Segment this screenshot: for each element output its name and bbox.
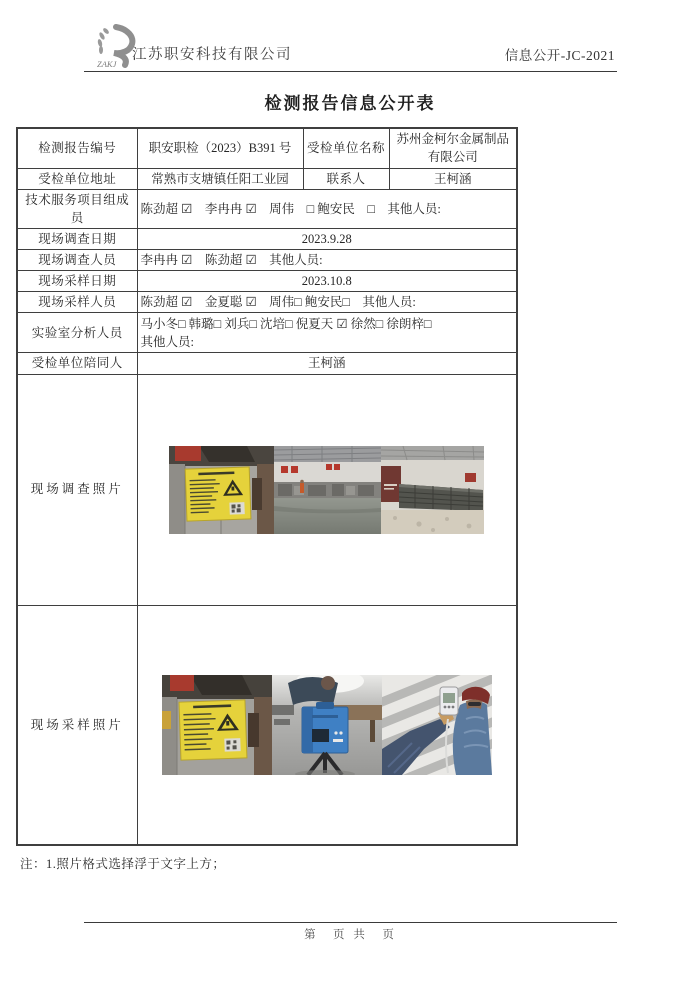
survey-photos-label: 现场调查照片 <box>17 374 137 605</box>
table-row <box>17 250 517 271</box>
table-row <box>17 189 517 228</box>
survey-staff-members: 李冉冉 ☑ 陈劲超 ☑ 其他人员: <box>137 250 517 271</box>
sample-staff-members: 陈劲超 ☑ 金夏聪 ☑ 周伟□ 鲍安民□ 其他人员: <box>137 292 517 313</box>
sampling-photo-handheld-detector <box>382 675 492 775</box>
survey-photo-hazard-board <box>169 446 274 534</box>
report-no-label: 检测报告编号 <box>17 128 137 168</box>
table-row <box>17 128 517 168</box>
contact-value: 王柯涵 <box>389 168 517 189</box>
escort-value: 王柯涵 <box>137 353 517 374</box>
company-name: 江苏职安科技有限公司 <box>132 47 292 63</box>
survey-photo-strip <box>141 446 514 534</box>
table-row <box>17 292 517 313</box>
lab-analysts-label: 实验室分析人员 <box>17 313 137 353</box>
survey-date-value: 2023.9.28 <box>137 228 517 249</box>
lab-analysts-line1: 马小冬□ 韩璐□ 刘兵□ 沈培□ 倪夏天 ☑ 徐然□ 徐朗梓□ <box>140 316 432 331</box>
service-team-members: 陈劲超 ☑ 李冉冉 ☑ 周伟 □ 鲍安民 □ 其他人员: <box>137 189 517 228</box>
sampling-photo-strip <box>141 675 514 775</box>
report-no-value: 职安职检（2023）B391 号 <box>137 128 303 168</box>
report-info-table <box>16 127 518 846</box>
page-footer <box>84 922 617 942</box>
survey-photo-baskets <box>381 446 484 534</box>
lab-analysts-members <box>137 313 517 353</box>
survey-photo-workshop <box>274 446 381 534</box>
sample-staff-label: 现场采样人员 <box>17 292 137 313</box>
footnote: 注：1.照片格式选择浮于文字上方； <box>20 857 226 871</box>
escort-label: 受检单位陪同人 <box>17 353 137 374</box>
sample-date-label: 现场采样日期 <box>17 271 137 292</box>
table-row <box>17 313 517 353</box>
page-title: 检测报告信息公开表 <box>264 94 436 113</box>
sampling-photo-hazard-board <box>162 675 272 775</box>
sampling-photos-cell <box>137 605 517 845</box>
sampling-photo-pump-tripod <box>272 675 382 775</box>
table-row <box>17 374 517 605</box>
sample-date-value: 2023.10.8 <box>137 271 517 292</box>
table-row <box>17 168 517 189</box>
sampling-photos-label: 现场采样照片 <box>17 605 137 845</box>
logo-text: ZAKJ <box>97 59 117 69</box>
unit-addr-value: 常熟市支塘镇任阳工业园 <box>137 168 303 189</box>
unit-addr-label: 受检单位地址 <box>17 168 137 189</box>
lab-analysts-line2: 其他人员: <box>140 334 194 349</box>
survey-photos-cell <box>137 374 517 605</box>
survey-date-label: 现场调查日期 <box>17 228 137 249</box>
doc-code: 信息公开-JC-2021 <box>504 48 615 63</box>
unit-name-value: 苏州金柯尔金属制品有限公司 <box>389 128 517 168</box>
page-header <box>84 30 617 72</box>
page-number-text: 第 页 共 页 <box>304 929 397 941</box>
table-row <box>17 271 517 292</box>
service-team-label: 技术服务项目组成员 <box>17 189 137 228</box>
table-row <box>17 353 517 374</box>
table-row <box>17 605 517 845</box>
contact-label: 联系人 <box>303 168 389 189</box>
survey-staff-label: 现场调查人员 <box>17 250 137 271</box>
unit-name-label: 受检单位名称 <box>303 128 389 168</box>
table-row <box>17 228 517 249</box>
